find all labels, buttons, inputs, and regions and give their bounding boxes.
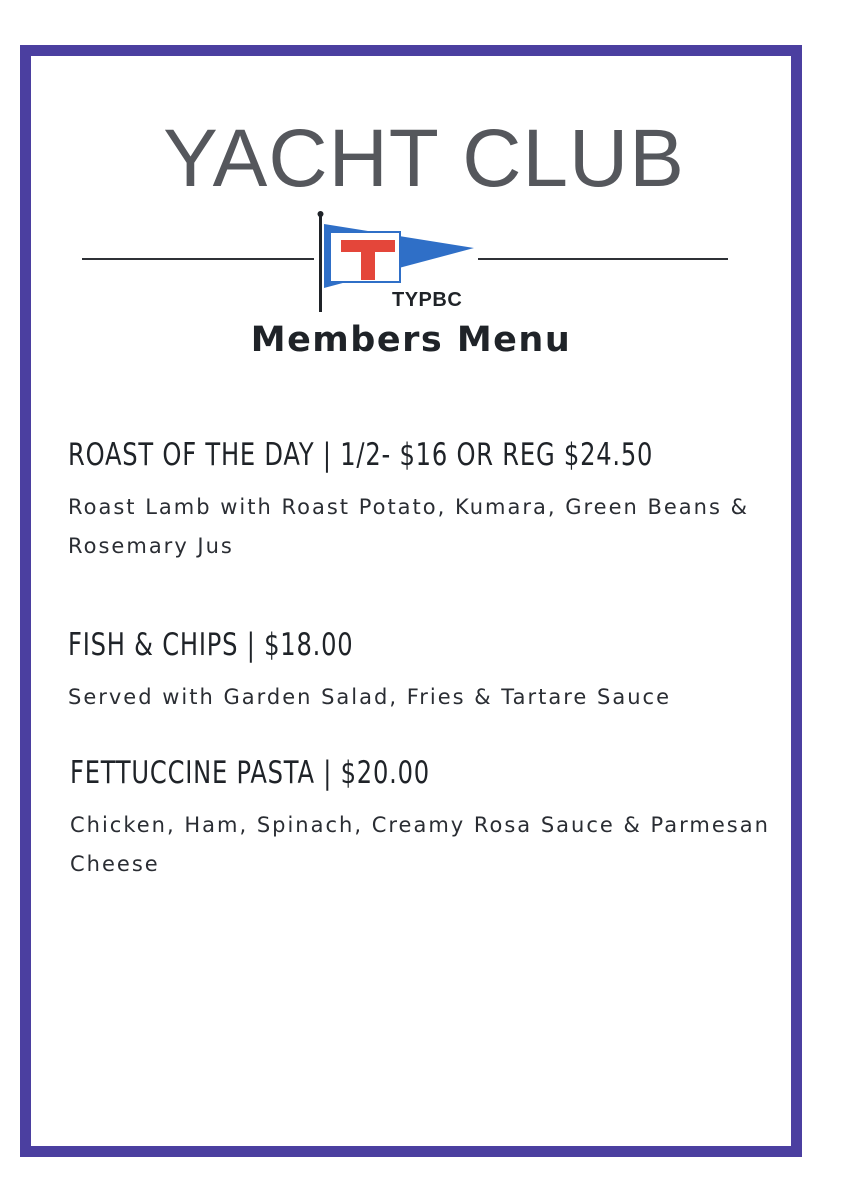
divider-left [82, 258, 314, 260]
menu-item [70, 756, 770, 884]
menu-item-title: FISH & CHIPS | $18.00 [68, 627, 354, 663]
divider-right [478, 258, 728, 260]
menu-item-description: Chicken, Ham, Spinach, Creamy Rosa Sauce & Parmesan Cheese [70, 813, 770, 877]
club-title: YACHT CLUB [163, 113, 685, 204]
menu-item [68, 628, 768, 717]
menu-item-description: Roast Lamb with Roast Potato, Kumara, Green Beans & Rosemary Jus [68, 495, 749, 559]
menu-item-description: Served with Garden Salad, Fries & Tartare Sauce [68, 685, 671, 710]
menu-item-title: FETTUCCINE PASTA | $20.00 [70, 755, 430, 791]
club-abbreviation: TYPBC [392, 289, 463, 311]
menu-item [68, 438, 768, 566]
menu-item-title: ROAST OF THE DAY | 1/2- $16 OR REG $24.50 [68, 437, 654, 473]
menu-subtitle: Members Menu [250, 320, 572, 360]
